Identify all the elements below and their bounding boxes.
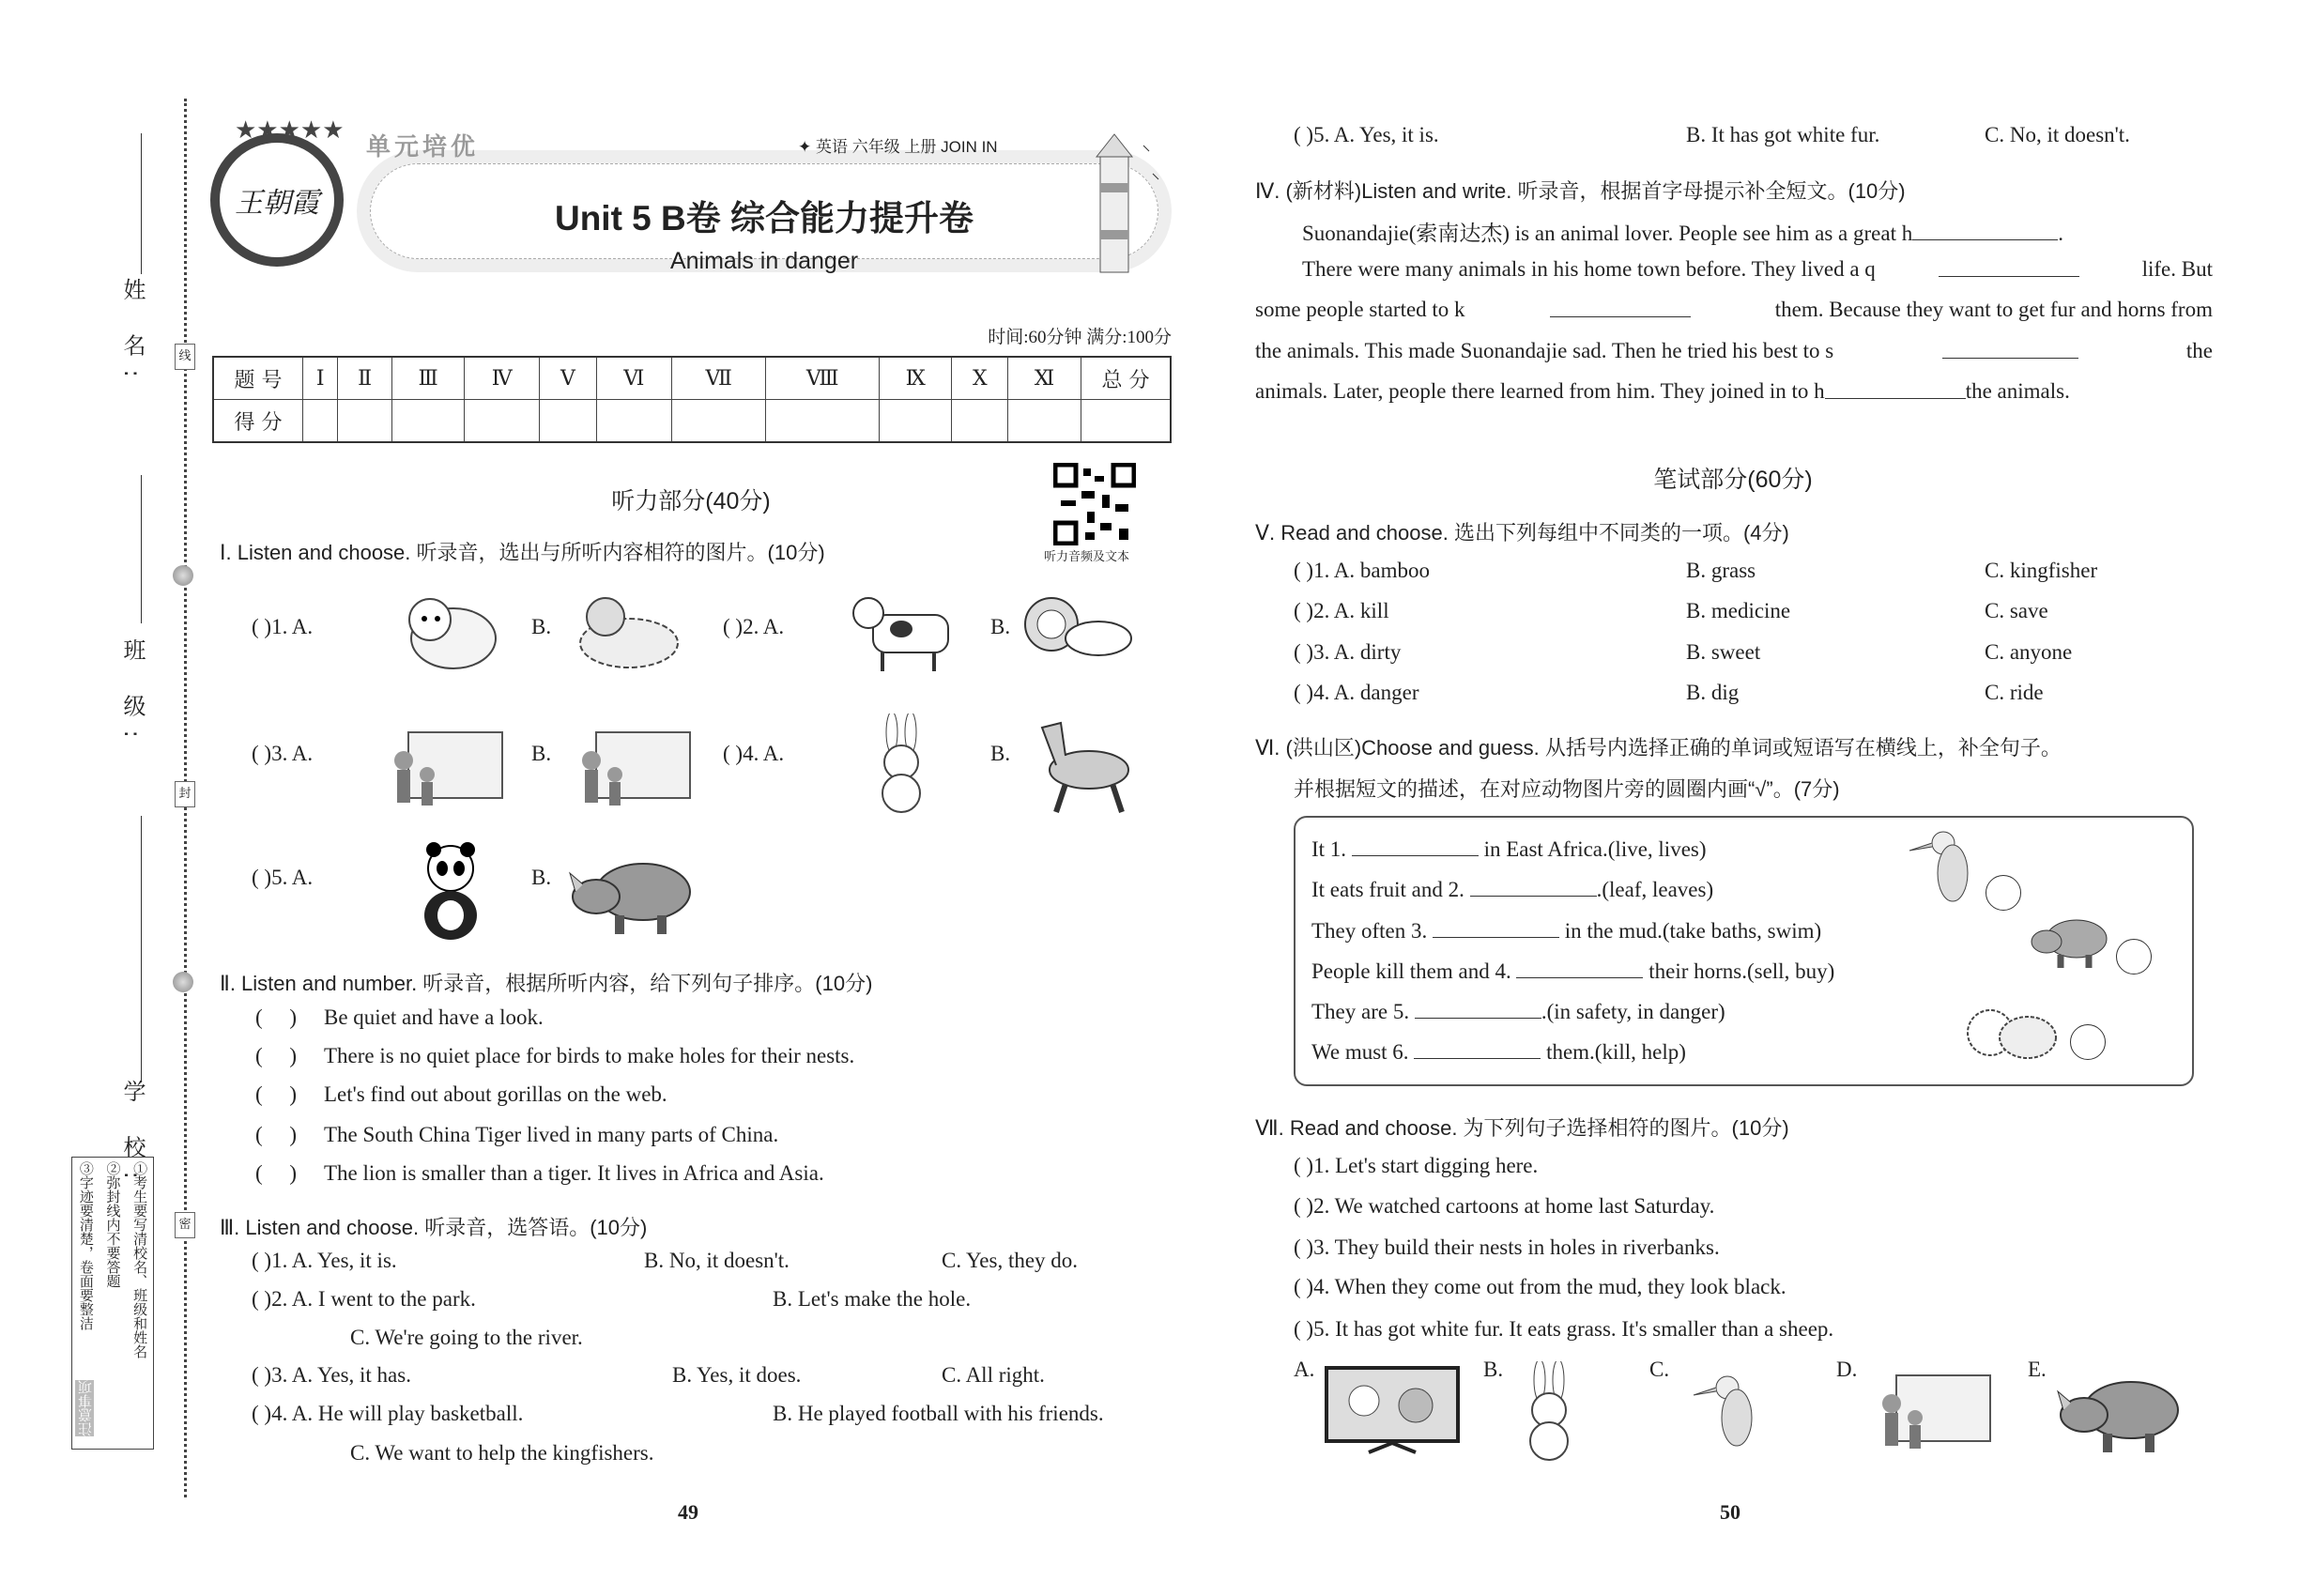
sentence: ( )5. It has got white fur. It eats grass. It's smaller than a sheep. xyxy=(1294,1317,1834,1341)
question-number: ( )4. A. xyxy=(723,742,785,765)
option-c: C. save xyxy=(1985,599,2048,622)
sentence: The lion is smaller than a tiger. It lives in Africa and Asia. xyxy=(324,1161,824,1185)
option-label: E. xyxy=(2028,1358,2047,1381)
option-label: B. xyxy=(1483,1358,1504,1381)
answer-blank[interactable] xyxy=(1433,918,1559,938)
option-a: ( )4. A. He will play basketball. xyxy=(252,1402,524,1425)
option-label: D. xyxy=(1836,1358,1858,1381)
passage-line: There were many animals in his home town before. They lived a q life. But xyxy=(1302,257,2213,281)
col-header: Ⅱ xyxy=(338,357,391,400)
listening-title: 听力部分(40分) xyxy=(611,488,771,514)
horse-image xyxy=(1023,714,1145,827)
option-a: ( )2. A. kill xyxy=(1294,599,1389,622)
col-header: Ⅺ xyxy=(1008,357,1081,400)
fill-sentence: We must 6. them.(kill, help) xyxy=(1311,1040,1686,1064)
check-circle[interactable] xyxy=(2070,1024,2106,1060)
passage-line: animals. Later, people there learned from him. They joined in to h the animals. xyxy=(1255,379,2070,403)
score-cell[interactable] xyxy=(1081,400,1172,443)
tiger-image xyxy=(1962,995,2065,1071)
option-a: ( )5. A. Yes, it is. xyxy=(1294,123,1439,146)
fill-sentence: It 1. in East Africa.(live, lives) xyxy=(1311,837,1707,861)
total-label: 总 分 xyxy=(1081,357,1172,400)
option-label: B. xyxy=(990,615,1011,638)
rhino-image xyxy=(2028,906,2112,977)
option-a: ( )3. A. dirty xyxy=(1294,640,1402,664)
qr-code-icon xyxy=(1053,463,1136,545)
notice-item: ③字迹要清楚，卷面要整洁 xyxy=(77,1161,93,1330)
option-label: B. xyxy=(531,866,552,889)
answer-blank[interactable] xyxy=(1414,1039,1541,1059)
sentence: There is no quiet place for birds to make holes for their nests. xyxy=(324,1044,855,1067)
answer-bracket[interactable]: ( ) xyxy=(255,1044,298,1067)
series-label: 单元培优 xyxy=(366,132,480,161)
option-b: B. Yes, it does. xyxy=(672,1363,802,1387)
answer-blank[interactable] xyxy=(1942,339,2078,359)
col-header: Ⅰ xyxy=(303,357,338,400)
question-number: ( )5. A. xyxy=(252,866,314,889)
lighthouse-icon xyxy=(1080,127,1164,277)
page-title: Unit 5 B卷 综合能力提升卷 xyxy=(554,199,974,238)
page-number: 49 xyxy=(678,1500,698,1524)
option-c: C. All right. xyxy=(942,1363,1045,1387)
row-label: 得 分 xyxy=(213,400,303,443)
margin-emblem-icon xyxy=(173,972,193,992)
col-header: Ⅵ xyxy=(596,357,671,400)
score-cell[interactable] xyxy=(540,400,596,443)
score-cell[interactable] xyxy=(952,400,1008,443)
col-header: Ⅳ xyxy=(465,357,540,400)
section-7-heading: Ⅶ. Read and choose. 为下列句子选择相符的图片。(10分) xyxy=(1255,1116,1789,1140)
header-label: 题 号 xyxy=(213,357,303,400)
col-header: Ⅶ xyxy=(672,357,766,400)
col-header: Ⅹ xyxy=(952,357,1008,400)
option-b: B. dig xyxy=(1686,681,1740,704)
option-b: B. It has got white fur. xyxy=(1686,123,1880,146)
question-number: ( )2. A. xyxy=(723,615,785,638)
sentence: ( )1. Let's start digging here. xyxy=(1294,1154,1539,1177)
score-cell[interactable] xyxy=(766,400,879,443)
section-6-heading-cont: 并根据短文的描述，在对应动物图片旁的圆圈内画“√”。(7分) xyxy=(1294,777,1840,801)
seal-mark: 密 xyxy=(175,1212,195,1238)
tiger-image xyxy=(563,587,685,682)
qr-caption: 听力音频及文本 xyxy=(1044,549,1130,563)
option-a: ( )3. A. Yes, it has. xyxy=(252,1363,411,1387)
score-cell[interactable] xyxy=(391,400,464,443)
option-a: ( )4. A. danger xyxy=(1294,681,1419,704)
school-field[interactable] xyxy=(141,816,142,1082)
answer-blank[interactable] xyxy=(1825,379,1966,399)
rabbit-image xyxy=(1507,1361,1591,1470)
option-c: C. ride xyxy=(1985,681,2044,704)
option-b: B. Let's make the hole. xyxy=(773,1287,972,1311)
writing-title: 笔试部分(60分) xyxy=(1653,467,1813,493)
digging-image xyxy=(1868,1366,2009,1461)
score-table-header xyxy=(213,357,1171,400)
sentence: The South China Tiger lived in many parts of China. xyxy=(324,1123,779,1146)
sentence: ( )4. When they come out from the mud, they look black. xyxy=(1294,1275,1786,1298)
cinema-image xyxy=(380,723,521,818)
score-cell[interactable] xyxy=(465,400,540,443)
seal-mark: 线 xyxy=(175,344,195,370)
kingfisher-image xyxy=(1690,1371,1765,1461)
answer-bracket[interactable]: ( ) xyxy=(255,1123,298,1146)
answer-bracket[interactable]: ( ) xyxy=(255,1161,298,1185)
option-c: C. anyone xyxy=(1985,640,2073,664)
option-b: B. medicine xyxy=(1686,599,1791,622)
cow-image xyxy=(845,587,967,682)
passage-line: the animals. This made Suonandajie sad. Then he tried his best to s the xyxy=(1255,339,2213,362)
answer-blank[interactable] xyxy=(1912,221,2058,240)
section-5-heading: Ⅴ. Read and choose. 选出下列每组中不同类的一项。(4分) xyxy=(1255,521,1789,545)
time-score: 时间:60分钟 满分:100分 xyxy=(988,328,1172,347)
score-cell[interactable] xyxy=(303,400,338,443)
col-header: Ⅴ xyxy=(540,357,596,400)
check-circle[interactable] xyxy=(1986,875,2021,911)
answer-blank[interactable] xyxy=(1470,877,1597,897)
question-number: ( )1. A. xyxy=(252,615,314,638)
score-cell[interactable] xyxy=(1008,400,1081,443)
page-subtitle: Animals in danger xyxy=(669,248,859,274)
fill-sentence: They often 3. in the mud.(take baths, swim) xyxy=(1311,919,1822,943)
brand-name: 王朝霞 xyxy=(235,187,319,220)
answer-blank[interactable] xyxy=(1352,836,1479,856)
option-c: C. kingfisher xyxy=(1985,559,2098,582)
sentence: Let's find out about gorillas on the web. xyxy=(324,1082,667,1106)
score-cell[interactable] xyxy=(879,400,952,443)
fill-sentence: It eats fruit and 2. .(leaf, leaves) xyxy=(1311,878,1714,901)
score-table xyxy=(212,356,1172,443)
kingfisher-image xyxy=(1906,826,1981,916)
option-b: B. grass xyxy=(1686,559,1756,582)
notice-item: ①考生要写清校名、班级和姓名 xyxy=(131,1161,147,1358)
tv-cartoon-image xyxy=(1322,1363,1463,1463)
fill-sentence: They are 5. .(in safety, in danger) xyxy=(1311,1000,1725,1023)
section-1-heading: Ⅰ. Listen and choose. 听录音，选出与所听内容相符的图片。(10分) xyxy=(220,541,825,564)
option-c: C. Yes, they do. xyxy=(942,1249,1079,1272)
rabbit-image xyxy=(859,714,943,822)
fill-sentence: People kill them and 4. their horns.(sell, buy) xyxy=(1311,959,1835,983)
name-label: 姓 名: xyxy=(119,278,146,391)
option-b: B. No, it doesn't. xyxy=(644,1249,790,1272)
passage-line: Suonandajie(索南达杰) is an animal lover. People see him as a great h . xyxy=(1302,222,2063,245)
option-c: C. We want to help the kingfishers. xyxy=(350,1441,654,1465)
panda-image xyxy=(408,840,493,949)
sentence: ( )2. We watched cartoons at home last Saturday. xyxy=(1294,1194,1715,1218)
name-field[interactable] xyxy=(141,133,142,274)
answer-blank[interactable] xyxy=(1516,959,1643,978)
option-label: B. xyxy=(531,615,552,638)
option-label: A. xyxy=(1294,1358,1315,1381)
answer-bracket[interactable]: ( ) xyxy=(255,1082,298,1106)
score-cell[interactable] xyxy=(596,400,671,443)
option-a: ( )2. A. I went to the park. xyxy=(252,1287,476,1311)
answer-blank[interactable] xyxy=(1939,257,2079,277)
zoo-image xyxy=(568,723,709,818)
option-c: C. We're going to the river. xyxy=(350,1326,583,1349)
subject-info: ✦ 英语 六年级 上册 JOIN IN xyxy=(798,138,998,156)
option-c: C. No, it doesn't. xyxy=(1985,123,2130,146)
rhino-image xyxy=(568,845,699,944)
margin-emblem-icon xyxy=(173,565,193,586)
rhino-image xyxy=(2056,1363,2187,1463)
col-header: Ⅸ xyxy=(879,357,952,400)
option-label: C. xyxy=(1649,1358,1670,1381)
option-b: B. He played football with his friends. xyxy=(773,1402,1104,1425)
option-a: ( )1. A. Yes, it is. xyxy=(252,1249,397,1272)
answer-blank[interactable] xyxy=(1415,999,1541,1019)
class-field[interactable] xyxy=(141,475,142,623)
polar-bear-image xyxy=(392,587,505,682)
section-2-heading: Ⅱ. Listen and number. 听录音，根据所听内容，给下列句子排序。(10分) xyxy=(220,972,873,995)
section-6-heading: Ⅵ. (洪山区)Choose and guess. 从括号内选择正确的单词或短语写在横线上，补全句子。 xyxy=(1255,736,2062,760)
class-label: 班 级: xyxy=(119,638,146,751)
star-icons: ★★★★★ xyxy=(235,116,345,144)
passage-line: some people started to k them. Because they want to get fur and horns from xyxy=(1255,298,2213,321)
score-row xyxy=(213,400,1171,443)
brand-logo xyxy=(210,133,344,267)
school-label: 学 校: xyxy=(119,1080,146,1192)
option-label: B. xyxy=(531,742,552,765)
answer-bracket[interactable]: ( ) xyxy=(255,1005,298,1029)
seal-mark: 封 xyxy=(175,781,195,807)
notice-title: 注意事项 xyxy=(77,1380,94,1436)
score-cell[interactable] xyxy=(338,400,391,443)
notice-item: ②弥封线内不要答题 xyxy=(104,1161,120,1288)
section-4-heading: Ⅳ. (新材料)Listen and write. 听录音，根据首字母提示补全短文。(10分) xyxy=(1255,179,1906,203)
section-3-heading: Ⅲ. Listen and choose. 听录音，选答语。(10分) xyxy=(220,1216,648,1239)
option-label: B. xyxy=(990,742,1011,765)
question-number: ( )3. A. xyxy=(252,742,314,765)
sentence: ( )3. They build their nests in holes in riverbanks. xyxy=(1294,1235,1720,1259)
option-b: B. sweet xyxy=(1686,640,1761,664)
page-number: 50 xyxy=(1720,1500,1740,1524)
check-circle[interactable] xyxy=(2116,939,2152,974)
lion-image xyxy=(1019,587,1141,682)
option-a: ( )1. A. bamboo xyxy=(1294,559,1431,582)
col-header: Ⅷ xyxy=(766,357,879,400)
col-header: Ⅲ xyxy=(391,357,464,400)
sentence: Be quiet and have a look. xyxy=(324,1005,544,1029)
answer-blank[interactable] xyxy=(1550,298,1691,317)
score-cell[interactable] xyxy=(672,400,766,443)
